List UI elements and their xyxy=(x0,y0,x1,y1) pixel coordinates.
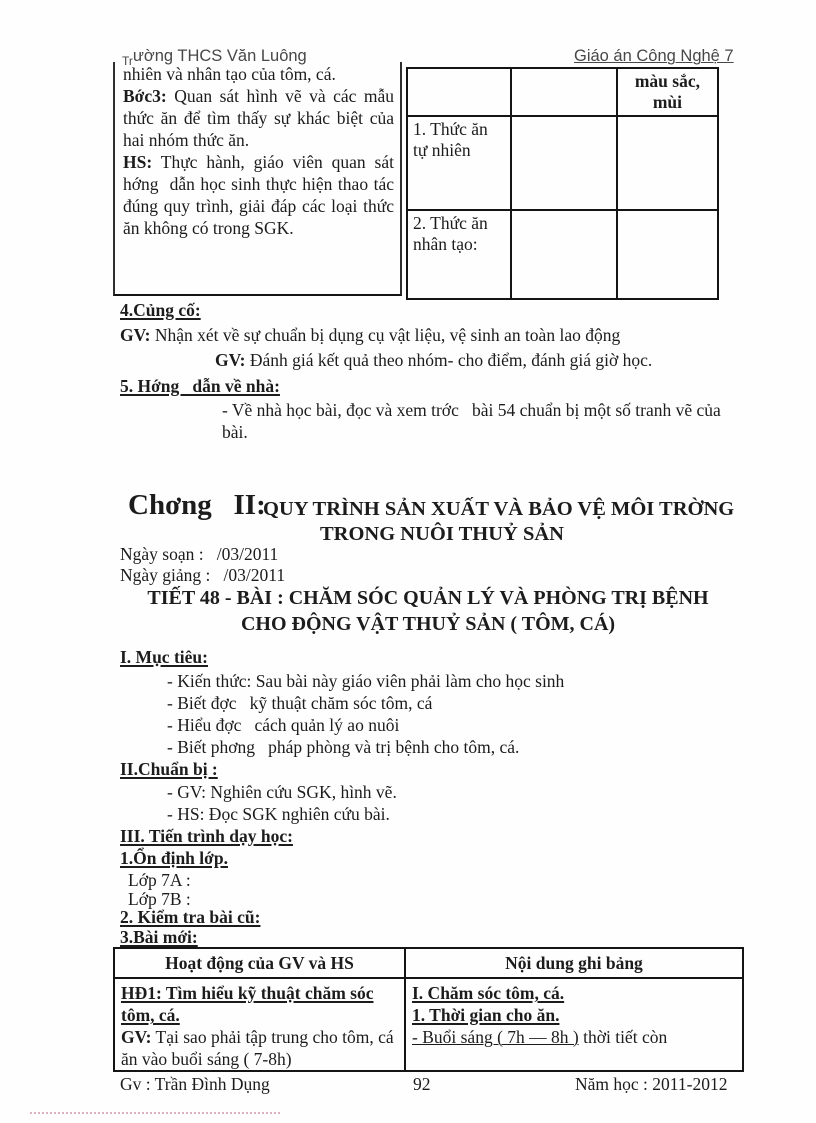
footer-school-year: Năm học : 2011-2012 xyxy=(575,1074,728,1094)
obs-cell-empty xyxy=(407,68,511,116)
carryover-step3 xyxy=(123,85,399,151)
school-name-rest: ường THCS Văn Luông xyxy=(132,47,307,65)
content-line-underlined: - Buổi sáng ( 7h — 8h ) xyxy=(412,1027,579,1047)
date-taught: Ngày giảng : /03/2011 xyxy=(120,565,286,585)
document-title-header: Giáo án Công Nghệ 7 xyxy=(574,47,734,65)
obs-row-natural-feed: 1. Thức ăn tự nhiên xyxy=(407,116,511,210)
content-section-heading xyxy=(412,982,736,1004)
objectives-heading xyxy=(120,646,208,668)
carryover-table xyxy=(113,62,719,296)
step3-label: Bớc3: xyxy=(123,86,167,106)
homework-note: - Về nhà học bài, đọc và xem trớc bài 54 chuẩn bị một số tranh vẽ của bài. xyxy=(222,400,726,442)
procedure-heading xyxy=(120,825,293,847)
step3-heading xyxy=(120,926,198,948)
footer-teacher: Gv : Trần Đình Dụng xyxy=(120,1074,270,1094)
carryover-hs xyxy=(123,151,399,239)
observation-table xyxy=(406,67,719,300)
lesson-title-line2: CHO ĐỘNG VẬT THUỶ SẢN ( TÔM, CÁ) xyxy=(240,613,616,635)
obs-header-color-smell: màu sắc, mùi xyxy=(617,68,718,116)
obs-cell-empty xyxy=(511,210,617,299)
objective-item: - Biết phơng pháp phòng và trị bệnh cho tôm, cá. xyxy=(167,737,520,757)
activity-gv-question xyxy=(121,1026,398,1070)
gv1-text: Nhận xét về sự chuẩn bị dụng cụ vật liệu, vệ sinh an toàn lao động xyxy=(150,325,621,345)
obs-cell-empty xyxy=(511,68,617,116)
section4-heading-text: 4.Củng cố: xyxy=(120,300,201,320)
content-line xyxy=(412,1026,736,1048)
objectives-heading-text: I. Mục tiêu: xyxy=(120,647,208,667)
section5-heading xyxy=(120,375,280,397)
preparation-item: - GV: Nghiên cứu SGK, hình vẽ. xyxy=(167,782,397,802)
step3-heading-text: 3.Bài mới: xyxy=(120,927,198,947)
chapter-title-line2: TRONG NUÔI THUỶ SẢN xyxy=(320,523,564,545)
activity-hd1 xyxy=(121,982,398,1026)
lesson-activity-table xyxy=(113,947,742,1072)
section4-gv1 xyxy=(120,324,620,346)
gv-label: GV: xyxy=(120,325,151,345)
chapter-label: Chơng II: xyxy=(128,489,266,521)
activity-column-header: Hoạt động của GV và HS xyxy=(114,948,405,978)
class-7a: Lớp 7A : xyxy=(128,870,191,890)
content-line-rest: thời tiết còn xyxy=(578,1027,668,1047)
step1-heading xyxy=(120,847,228,869)
carryover-line1: nhiên và nhân tạo của tôm, cá. xyxy=(123,64,336,84)
section5-heading-text: 5. Hớng dẫn về nhà: xyxy=(120,376,280,396)
date-prepared: Ngày soạn : /03/2011 xyxy=(120,544,279,564)
school-name-prefix: Tr xyxy=(122,54,133,68)
preparation-item: - HS: Đọc SGK nghiên cứu bài. xyxy=(167,804,390,824)
activity-cell xyxy=(114,978,405,1071)
step1-heading-text: 1.Ổn định lớp. xyxy=(120,848,228,868)
content-sub-heading xyxy=(412,1004,736,1026)
obs-cell-empty xyxy=(617,116,718,210)
chapter-title-line1: QUY TRÌNH SẢN XUẤT VÀ BẢO VỆ MÔI TRỜNG xyxy=(263,498,735,520)
obs-cell-empty xyxy=(617,210,718,299)
scan-artifact-dotted-line xyxy=(30,1112,280,1114)
hs-text: Thực hành, giáo viên quan sát hớng dẫn học sinh thực hiện thao tác đúng quy trình, giải đáp các loại thức ăn không có trong SGK. xyxy=(123,152,399,238)
step3-text: Quan sát hình vẽ và các mẫu thức ăn để tìm thấy sự khác biệt của hai nhóm thức ăn. xyxy=(123,86,399,150)
hs-label: HS: xyxy=(123,152,153,172)
objective-item: - Biết đợc kỹ thuật chăm sóc tôm, cá xyxy=(167,693,433,713)
obs-cell-empty xyxy=(511,116,617,210)
lesson-title-line1: TIẾT 48 - BÀI : CHĂM SÓC QUẢN LÝ VÀ PHÒNG TRỊ BỆNH xyxy=(147,587,709,609)
carryover-left-column xyxy=(113,62,402,296)
gv-label: GV: xyxy=(121,1027,152,1047)
gv-question-text: Tại sao phải tập trung cho tôm, cá ăn vào buổi sáng ( 7-8h) xyxy=(121,1027,394,1069)
class-7b: Lớp 7B : xyxy=(128,889,191,909)
gv2-text: Đánh giá kết quả theo nhóm- cho điểm, đánh giá giờ học. xyxy=(245,350,653,370)
preparation-heading xyxy=(120,758,218,780)
section4-gv2 xyxy=(215,349,652,371)
activity-hd1-text: HĐ1: Tìm hiểu kỹ thuật chăm sóc tôm, cá. xyxy=(121,983,374,1025)
footer-page-number: 92 xyxy=(413,1074,431,1094)
objective-item: - Hiểu đợc cách quản lý ao nuôi xyxy=(167,715,400,735)
gv-label: GV: xyxy=(215,350,246,370)
section4-heading xyxy=(120,299,201,321)
board-content-cell xyxy=(405,978,743,1071)
obs-row-artificial-feed: 2. Thức ăn nhân tạo: xyxy=(407,210,511,299)
content-sub-heading-text: 1. Thời gian cho ăn. xyxy=(412,1005,560,1025)
objective-item: - Kiến thức: Sau bài này giáo viên phải làm cho học sinh xyxy=(167,671,565,691)
content-section-heading-text: I. Chăm sóc tôm, cá. xyxy=(412,983,565,1003)
step2-heading xyxy=(120,906,260,928)
procedure-heading-text: III. Tiến trình dạy học: xyxy=(120,826,293,846)
board-content-column-header: Nội dung ghi bảng xyxy=(405,948,743,978)
step2-heading-text: 2. Kiểm tra bài cũ: xyxy=(120,907,261,927)
preparation-heading-text: II.Chuẩn bị : xyxy=(120,759,218,779)
